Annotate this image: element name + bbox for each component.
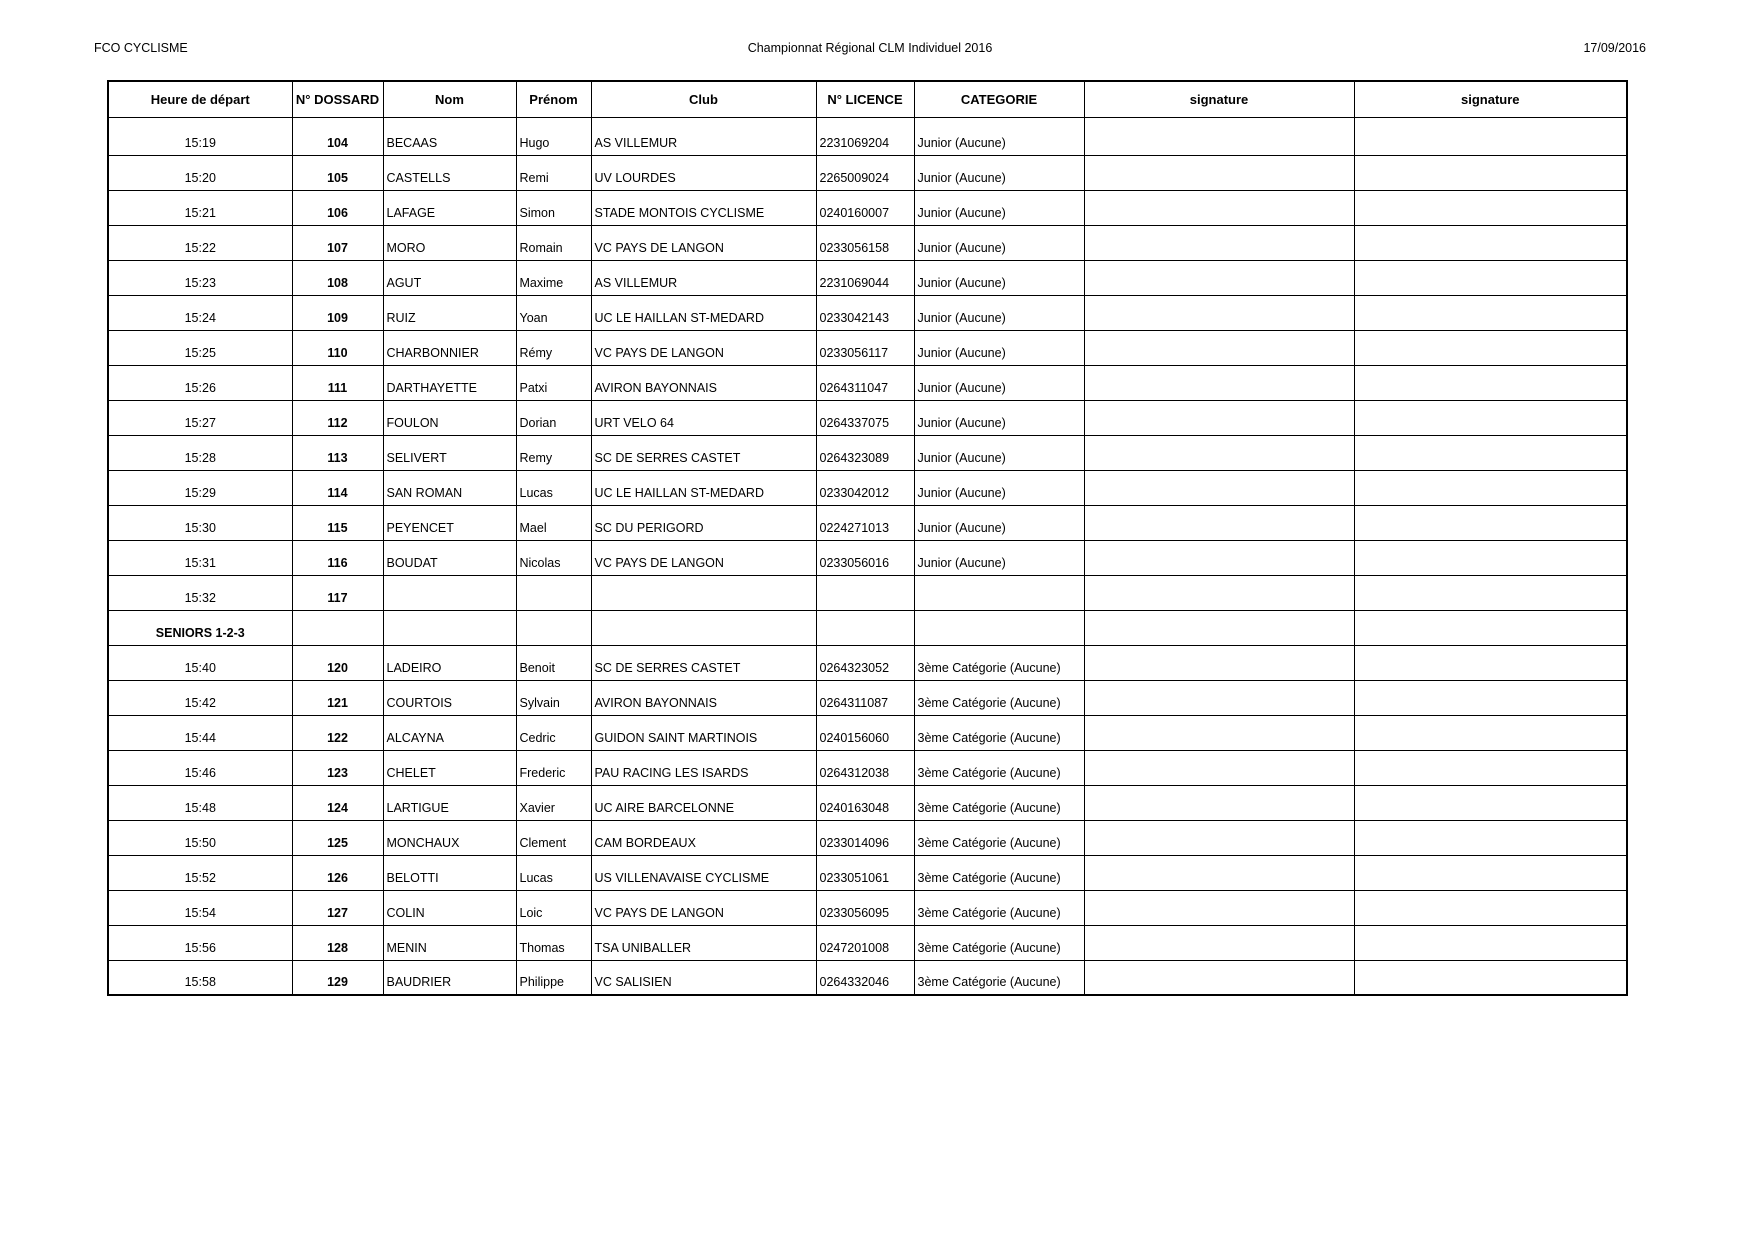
lastname-cell: BAUDRIER [383, 960, 516, 995]
departure-time-cell: 15:20 [108, 155, 292, 190]
lastname-cell: LAFAGE [383, 190, 516, 225]
rider-row [108, 960, 1627, 995]
club-cell: VC PAYS DE LANGON [591, 890, 816, 925]
departure-time-cell: 15:23 [108, 260, 292, 295]
dossard-cell: 115 [292, 505, 383, 540]
dossard-cell: 125 [292, 820, 383, 855]
dossard-cell: 112 [292, 400, 383, 435]
signature-cell [1354, 855, 1627, 890]
licence-cell: 0247201008 [816, 925, 914, 960]
signature-cell [1084, 260, 1354, 295]
departure-time-cell: 15:27 [108, 400, 292, 435]
signature-cell [1084, 155, 1354, 190]
lastname-cell: MONCHAUX [383, 820, 516, 855]
licence-cell: 0240163048 [816, 785, 914, 820]
rider-row [108, 540, 1627, 575]
departure-time-cell: 15:24 [108, 295, 292, 330]
club-cell: UV LOURDES [591, 155, 816, 190]
licence-cell: 0233056095 [816, 890, 914, 925]
column-header-categorie: CATEGORIE [914, 81, 1084, 117]
category-cell: Junior (Aucune) [914, 435, 1084, 470]
licence-cell: 0264332046 [816, 960, 914, 995]
dossard-cell: 124 [292, 785, 383, 820]
category-cell: Junior (Aucune) [914, 330, 1084, 365]
column-header-signature-2: signature [1354, 81, 1627, 117]
club-cell: AS VILLEMUR [591, 260, 816, 295]
signature-cell [1354, 820, 1627, 855]
club-cell: URT VELO 64 [591, 400, 816, 435]
signature-cell [1084, 330, 1354, 365]
departure-time-cell: 15:19 [108, 117, 292, 155]
lastname-cell: COURTOIS [383, 680, 516, 715]
rider-row [108, 400, 1627, 435]
licence-cell: 0264323089 [816, 435, 914, 470]
lastname-cell: LADEIRO [383, 645, 516, 680]
signature-cell [1354, 960, 1627, 995]
lastname-cell: BELOTTI [383, 855, 516, 890]
category-cell: Junior (Aucune) [914, 225, 1084, 260]
licence-cell: 0233014096 [816, 820, 914, 855]
empty-cell [516, 610, 591, 645]
licence-cell: 0233042143 [816, 295, 914, 330]
rider-row [108, 575, 1627, 610]
firstname-cell: Benoit [516, 645, 591, 680]
lastname-cell: ALCAYNA [383, 715, 516, 750]
club-cell: GUIDON SAINT MARTINOIS [591, 715, 816, 750]
rider-row [108, 117, 1627, 155]
firstname-cell: Loic [516, 890, 591, 925]
dossard-cell: 123 [292, 750, 383, 785]
category-cell: 3ème Catégorie (Aucune) [914, 820, 1084, 855]
club-cell: SC DE SERRES CASTET [591, 645, 816, 680]
rider-row [108, 435, 1627, 470]
dossard-cell: 116 [292, 540, 383, 575]
firstname-cell: Sylvain [516, 680, 591, 715]
category-cell: 3ème Catégorie (Aucune) [914, 715, 1084, 750]
lastname-cell: BOUDAT [383, 540, 516, 575]
rider-row [108, 505, 1627, 540]
category-cell: Junior (Aucune) [914, 470, 1084, 505]
firstname-cell: Mael [516, 505, 591, 540]
document-title: Championnat Régional CLM Individuel 2016 [747, 41, 993, 55]
dossard-cell: 104 [292, 117, 383, 155]
rider-row [108, 820, 1627, 855]
club-cell: VC PAYS DE LANGON [591, 540, 816, 575]
signature-cell [1354, 117, 1627, 155]
firstname-cell: Dorian [516, 400, 591, 435]
category-cell: 3ème Catégorie (Aucune) [914, 750, 1084, 785]
signature-cell [1084, 960, 1354, 995]
dossard-cell: 128 [292, 925, 383, 960]
club-cell: PAU RACING LES ISARDS [591, 750, 816, 785]
signature-cell [1354, 575, 1627, 610]
lastname-cell: AGUT [383, 260, 516, 295]
departure-time-cell: 15:42 [108, 680, 292, 715]
departure-time-cell: 15:26 [108, 365, 292, 400]
signature-cell [1354, 785, 1627, 820]
licence-cell: 0240160007 [816, 190, 914, 225]
empty-cell [591, 610, 816, 645]
club-cell [591, 575, 816, 610]
category-cell: Junior (Aucune) [914, 540, 1084, 575]
signature-cell [1354, 155, 1627, 190]
signature-cell [1084, 225, 1354, 260]
club-cell: US VILLENAVAISE CYCLISME [591, 855, 816, 890]
column-header-licence: N° LICENCE [816, 81, 914, 117]
licence-cell: 0233042012 [816, 470, 914, 505]
departure-time-cell: 15:50 [108, 820, 292, 855]
signature-cell [1354, 400, 1627, 435]
lastname-cell: SAN ROMAN [383, 470, 516, 505]
departure-time-cell: 15:48 [108, 785, 292, 820]
dossard-cell: 106 [292, 190, 383, 225]
dossard-cell: 114 [292, 470, 383, 505]
departure-time-cell: 15:54 [108, 890, 292, 925]
signature-cell [1354, 925, 1627, 960]
firstname-cell: Clement [516, 820, 591, 855]
club-cell: STADE MONTOIS CYCLISME [591, 190, 816, 225]
firstname-cell: Yoan [516, 295, 591, 330]
signature-cell [1084, 190, 1354, 225]
departure-time-cell: 15:58 [108, 960, 292, 995]
signature-cell [1354, 330, 1627, 365]
dossard-cell: 107 [292, 225, 383, 260]
dossard-cell: 121 [292, 680, 383, 715]
rider-row [108, 785, 1627, 820]
dossard-cell: 122 [292, 715, 383, 750]
category-cell: 3ème Catégorie (Aucune) [914, 680, 1084, 715]
signature-cell [1084, 785, 1354, 820]
signature-cell [1084, 890, 1354, 925]
dossard-cell: 108 [292, 260, 383, 295]
lastname-cell: PEYENCET [383, 505, 516, 540]
departure-time-cell: 15:30 [108, 505, 292, 540]
departure-time-cell: 15:28 [108, 435, 292, 470]
category-cell: 3ème Catégorie (Aucune) [914, 925, 1084, 960]
dossard-cell: 126 [292, 855, 383, 890]
rider-row [108, 190, 1627, 225]
departure-time-cell: 15:29 [108, 470, 292, 505]
club-cell: AVIRON BAYONNAIS [591, 365, 816, 400]
category-cell: Junior (Aucune) [914, 117, 1084, 155]
category-cell: 3ème Catégorie (Aucune) [914, 855, 1084, 890]
category-cell: 3ème Catégorie (Aucune) [914, 785, 1084, 820]
club-cell: UC LE HAILLAN ST-MEDARD [591, 295, 816, 330]
departure-time-cell: 15:22 [108, 225, 292, 260]
dossard-cell: 109 [292, 295, 383, 330]
firstname-cell: Lucas [516, 470, 591, 505]
dossard-cell: 110 [292, 330, 383, 365]
licence-cell: 0264323052 [816, 645, 914, 680]
org-name: FCO CYCLISME [94, 41, 188, 55]
signature-cell [1084, 295, 1354, 330]
departure-time-cell: 15:46 [108, 750, 292, 785]
dossard-cell: 113 [292, 435, 383, 470]
signature-cell [1084, 540, 1354, 575]
category-cell [914, 575, 1084, 610]
rider-row [108, 365, 1627, 400]
signature-cell [1084, 435, 1354, 470]
licence-cell: 0233056016 [816, 540, 914, 575]
rider-row [108, 925, 1627, 960]
category-cell: Junior (Aucune) [914, 190, 1084, 225]
rider-row [108, 680, 1627, 715]
empty-cell [1084, 610, 1354, 645]
rider-row [108, 470, 1627, 505]
lastname-cell: SELIVERT [383, 435, 516, 470]
club-cell: AVIRON BAYONNAIS [591, 680, 816, 715]
signature-cell [1084, 855, 1354, 890]
licence-cell: 2231069044 [816, 260, 914, 295]
licence-cell [816, 575, 914, 610]
dossard-cell: 120 [292, 645, 383, 680]
signature-cell [1084, 470, 1354, 505]
document-date: 17/09/2016 [1583, 41, 1646, 55]
licence-cell: 0264311047 [816, 365, 914, 400]
licence-cell: 0233056117 [816, 330, 914, 365]
column-header-signature-1: signature [1084, 81, 1354, 117]
category-cell: 3ème Catégorie (Aucune) [914, 960, 1084, 995]
signature-cell [1354, 190, 1627, 225]
signature-cell [1354, 295, 1627, 330]
table-header-row [108, 81, 1627, 117]
firstname-cell: Romain [516, 225, 591, 260]
category-cell: Junior (Aucune) [914, 400, 1084, 435]
departure-time-cell: 15:31 [108, 540, 292, 575]
firstname-cell: Maxime [516, 260, 591, 295]
dossard-cell: 105 [292, 155, 383, 190]
club-cell: VC PAYS DE LANGON [591, 330, 816, 365]
signature-cell [1084, 715, 1354, 750]
category-cell: Junior (Aucune) [914, 365, 1084, 400]
signature-cell [1084, 117, 1354, 155]
signature-cell [1354, 260, 1627, 295]
section-label: SENIORS 1-2-3 [108, 610, 292, 645]
signature-cell [1354, 890, 1627, 925]
lastname-cell: RUIZ [383, 295, 516, 330]
lastname-cell: BECAAS [383, 117, 516, 155]
dossard-cell: 129 [292, 960, 383, 995]
rider-row [108, 715, 1627, 750]
empty-cell [292, 610, 383, 645]
licence-cell: 0264337075 [816, 400, 914, 435]
signature-cell [1354, 715, 1627, 750]
licence-cell: 0233051061 [816, 855, 914, 890]
category-cell: Junior (Aucune) [914, 295, 1084, 330]
firstname-cell: Cedric [516, 715, 591, 750]
dossard-cell: 111 [292, 365, 383, 400]
empty-cell [1354, 610, 1627, 645]
signature-cell [1084, 575, 1354, 610]
rider-row [108, 155, 1627, 190]
firstname-cell: Xavier [516, 785, 591, 820]
firstname-cell: Philippe [516, 960, 591, 995]
rider-row [108, 750, 1627, 785]
club-cell: VC PAYS DE LANGON [591, 225, 816, 260]
category-cell: 3ème Catégorie (Aucune) [914, 890, 1084, 925]
dossard-cell: 127 [292, 890, 383, 925]
empty-cell [816, 610, 914, 645]
column-header-heure-depart: Heure de départ [108, 81, 292, 117]
departure-time-cell: 15:21 [108, 190, 292, 225]
signature-cell [1354, 540, 1627, 575]
lastname-cell: COLIN [383, 890, 516, 925]
licence-cell: 2265009024 [816, 155, 914, 190]
firstname-cell: Rémy [516, 330, 591, 365]
firstname-cell: Nicolas [516, 540, 591, 575]
signature-cell [1354, 470, 1627, 505]
departure-time-cell: 15:52 [108, 855, 292, 890]
departure-time-cell: 15:44 [108, 715, 292, 750]
start-list-table [107, 80, 1628, 996]
licence-cell: 0264311087 [816, 680, 914, 715]
firstname-cell: Lucas [516, 855, 591, 890]
rider-row [108, 225, 1627, 260]
firstname-cell: Patxi [516, 365, 591, 400]
club-cell: TSA UNIBALLER [591, 925, 816, 960]
club-cell: UC LE HAILLAN ST-MEDARD [591, 470, 816, 505]
column-header-nom: Nom [383, 81, 516, 117]
document-header [94, 38, 1646, 58]
firstname-cell [516, 575, 591, 610]
section-row [108, 610, 1627, 645]
signature-cell [1354, 750, 1627, 785]
firstname-cell: Remy [516, 435, 591, 470]
signature-cell [1084, 680, 1354, 715]
rider-row [108, 645, 1627, 680]
club-cell: VC SALISIEN [591, 960, 816, 995]
departure-time-cell: 15:32 [108, 575, 292, 610]
signature-cell [1084, 365, 1354, 400]
rider-row [108, 890, 1627, 925]
lastname-cell: CHELET [383, 750, 516, 785]
column-header-prenom: Prénom [516, 81, 591, 117]
licence-cell: 2231069204 [816, 117, 914, 155]
category-cell: Junior (Aucune) [914, 505, 1084, 540]
signature-cell [1354, 680, 1627, 715]
signature-cell [1084, 505, 1354, 540]
signature-cell [1084, 645, 1354, 680]
departure-time-cell: 15:56 [108, 925, 292, 960]
firstname-cell: Frederic [516, 750, 591, 785]
firstname-cell: Thomas [516, 925, 591, 960]
empty-cell [914, 610, 1084, 645]
departure-time-cell: 15:40 [108, 645, 292, 680]
club-cell: SC DU PERIGORD [591, 505, 816, 540]
lastname-cell: CASTELLS [383, 155, 516, 190]
signature-cell [1084, 820, 1354, 855]
firstname-cell: Hugo [516, 117, 591, 155]
rider-row [108, 295, 1627, 330]
club-cell: SC DE SERRES CASTET [591, 435, 816, 470]
category-cell: Junior (Aucune) [914, 260, 1084, 295]
firstname-cell: Remi [516, 155, 591, 190]
club-cell: AS VILLEMUR [591, 117, 816, 155]
licence-cell: 0224271013 [816, 505, 914, 540]
firstname-cell: Simon [516, 190, 591, 225]
signature-cell [1084, 400, 1354, 435]
dossard-cell: 117 [292, 575, 383, 610]
licence-cell: 0264312038 [816, 750, 914, 785]
licence-cell: 0233056158 [816, 225, 914, 260]
departure-time-cell: 15:25 [108, 330, 292, 365]
lastname-cell: MENIN [383, 925, 516, 960]
category-cell: 3ème Catégorie (Aucune) [914, 645, 1084, 680]
licence-cell: 0240156060 [816, 715, 914, 750]
lastname-cell: DARTHAYETTE [383, 365, 516, 400]
rider-row [108, 260, 1627, 295]
lastname-cell: CHARBONNIER [383, 330, 516, 365]
signature-cell [1084, 750, 1354, 785]
category-cell: Junior (Aucune) [914, 155, 1084, 190]
rider-row [108, 330, 1627, 365]
club-cell: CAM BORDEAUX [591, 820, 816, 855]
signature-cell [1354, 435, 1627, 470]
lastname-cell [383, 575, 516, 610]
signature-cell [1354, 225, 1627, 260]
rider-row [108, 855, 1627, 890]
column-header-club: Club [591, 81, 816, 117]
lastname-cell: MORO [383, 225, 516, 260]
club-cell: UC AIRE BARCELONNE [591, 785, 816, 820]
column-header-dossard: N° DOSSARD [292, 81, 383, 117]
lastname-cell: LARTIGUE [383, 785, 516, 820]
lastname-cell: FOULON [383, 400, 516, 435]
signature-cell [1354, 505, 1627, 540]
empty-cell [383, 610, 516, 645]
signature-cell [1084, 925, 1354, 960]
signature-cell [1354, 365, 1627, 400]
signature-cell [1354, 645, 1627, 680]
